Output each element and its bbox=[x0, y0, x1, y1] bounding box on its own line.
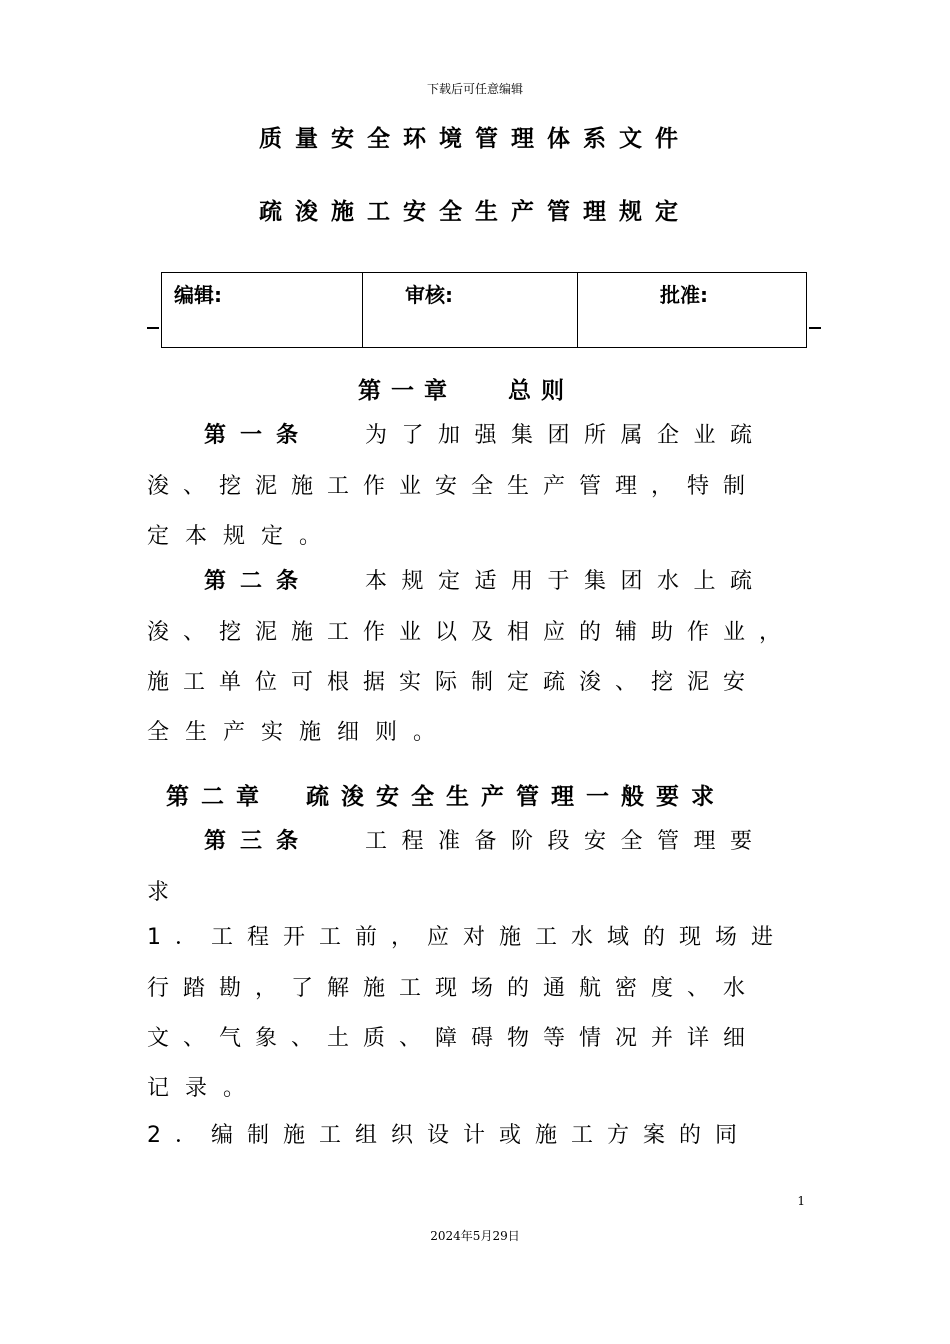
chapter-2-title: 第二章 疏浚安全生产管理一般要求 bbox=[166, 784, 726, 810]
approver-cell bbox=[578, 273, 806, 347]
article-1-line: 为了加强集团所属企业疏 bbox=[365, 423, 767, 448]
article-2-line: 浚、挖泥施工作业以及相应的辅助作业， bbox=[147, 620, 796, 645]
item-2-line: 2．编制施工组织设计或施工方案的同 bbox=[147, 1123, 751, 1148]
item-1-line: 1．工程开工前，应对施工水域的现场进 bbox=[147, 925, 787, 950]
article-2-line: 本规定适用于集团水上疏 bbox=[365, 569, 767, 594]
article-1-line: 定本规定。 bbox=[147, 524, 338, 549]
article-2-line: 施工单位可根据实际制定疏浚、挖泥安 bbox=[147, 670, 760, 695]
header-note: 下载后可任意编辑 bbox=[426, 82, 523, 96]
reviewer-cell bbox=[363, 273, 578, 347]
table-right-tick bbox=[809, 327, 821, 329]
item-1-line: 文、气象、土质、障碍物等情况并详细 bbox=[147, 1026, 760, 1051]
signoff-table bbox=[161, 272, 807, 348]
article-3-line: 求 bbox=[147, 880, 170, 905]
article-2 bbox=[147, 564, 807, 754]
article-2-label: 第二条 bbox=[204, 569, 313, 594]
article-3-line: 工程准备阶段安全管理要 bbox=[365, 829, 767, 854]
page-number: 1 bbox=[797, 1194, 805, 1208]
editor-label: 编辑: bbox=[174, 283, 222, 307]
article-3-label: 第三条 bbox=[204, 829, 313, 854]
article-3 bbox=[147, 824, 807, 914]
table-left-tick bbox=[147, 327, 159, 329]
article-1 bbox=[147, 418, 807, 558]
item-1 bbox=[147, 920, 807, 1110]
chapter-1-title: 第一章 总则 bbox=[358, 378, 575, 404]
item-2 bbox=[147, 1118, 807, 1158]
document-title: 质量安全环境管理体系文件 bbox=[259, 126, 691, 152]
item-1-line: 记录。 bbox=[147, 1076, 262, 1101]
approver-label: 批准: bbox=[660, 283, 708, 307]
article-1-line: 浚、挖泥施工作业安全生产管理，特制 bbox=[147, 474, 760, 499]
footer-date: 2024年5月29日 bbox=[430, 1229, 520, 1243]
reviewer-label: 审核: bbox=[405, 283, 453, 307]
document-subtitle: 疏浚施工安全生产管理规定 bbox=[259, 199, 691, 225]
editor-cell bbox=[162, 273, 363, 347]
article-1-label: 第一条 bbox=[204, 423, 313, 448]
item-1-line: 行踏勘，了解施工现场的通航密度、水 bbox=[147, 976, 760, 1001]
article-2-line: 全生产实施细则。 bbox=[147, 720, 452, 745]
